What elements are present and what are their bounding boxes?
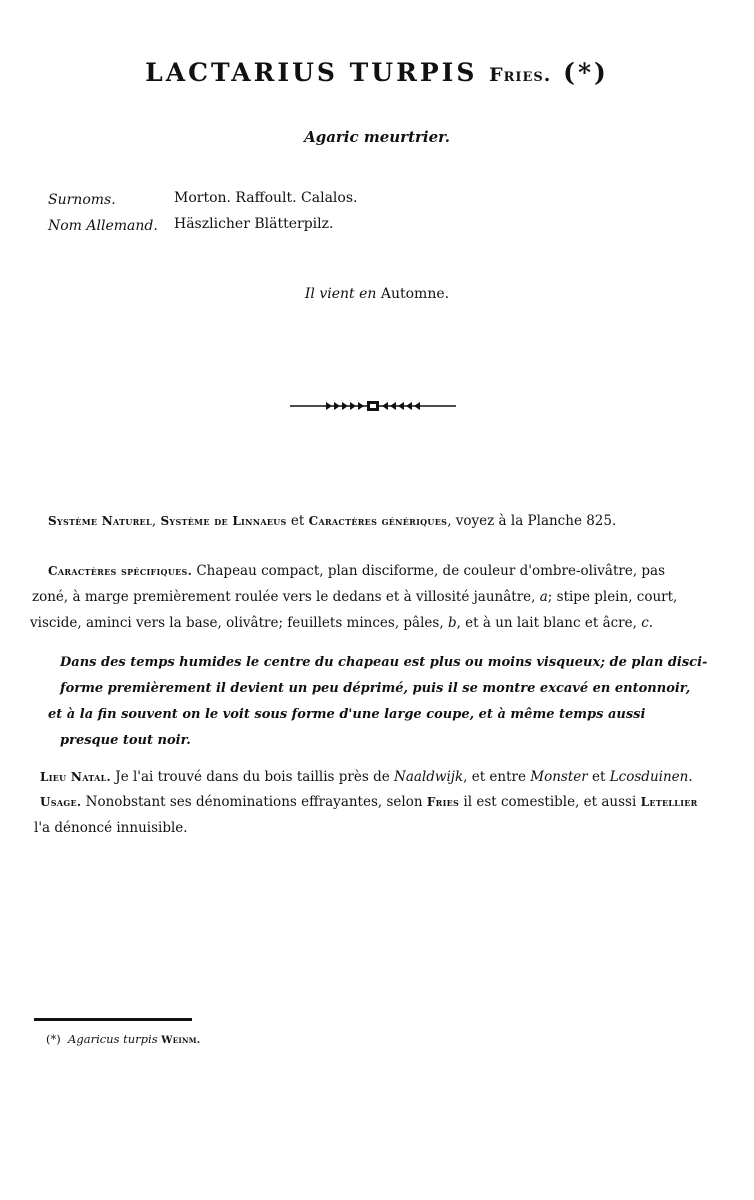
- systeme-naturel-ref: Système Naturel: [48, 514, 152, 528]
- genus-name: LACTARIUS: [145, 58, 338, 87]
- footnote-rule: [34, 1018, 192, 1021]
- author-reference: Letellier: [640, 795, 698, 809]
- systeme-paragraph: [48, 508, 616, 534]
- caracteres-paragraph: [30, 558, 698, 636]
- author-name: Fries.: [489, 64, 552, 86]
- usage-heading: Usage.: [40, 795, 82, 809]
- season-prefix: Il vient en: [304, 286, 377, 302]
- caracteres-line: , et à un lait blanc et âcre,: [456, 615, 637, 631]
- usage-text: il est comestible, et aussi: [459, 794, 641, 810]
- ornamental-rule-icon: [290, 399, 456, 413]
- footnote-text: Agaricus turpis: [68, 1032, 158, 1046]
- usage-text: Nonobstant ses dénominations effrayantes, selon: [81, 794, 427, 810]
- footnote: [46, 1032, 201, 1046]
- caracteres-heading: Caractères spécifiques.: [48, 564, 193, 578]
- caracteres-line: viscide, aminci vers la base, olivâtre; feuillets minces, pâles,: [30, 615, 444, 631]
- lieu-text: et: [587, 769, 610, 785]
- caracteres-line: zoné, à marge premièrement roulée vers le dedans et à villosité jaunâtre,: [32, 589, 536, 605]
- season-line: [0, 286, 754, 302]
- footnote-author: Weinm.: [161, 1035, 201, 1046]
- common-name: Agaric meurtrier.: [304, 128, 450, 146]
- usage-line: l'a dénoncé innuisible.: [34, 820, 188, 836]
- place-name: Naaldwijk: [394, 769, 464, 785]
- separator: ,: [151, 513, 161, 529]
- figure-mark-c: c.: [641, 615, 654, 631]
- observation-paragraph: [48, 650, 708, 754]
- observation-line: presque tout noir.: [60, 733, 191, 748]
- usage-paragraph: [34, 789, 698, 841]
- systeme-linnaeus-ref: Système de Linnaeus: [160, 514, 287, 528]
- caracteres-line: ; stipe plein, court,: [547, 589, 678, 605]
- lieu-text: , et entre: [463, 769, 531, 785]
- lieu-text: Je l'ai trouvé dans du bois taillis près de: [111, 769, 395, 785]
- species-name: TURPIS: [349, 58, 478, 87]
- caracteres-generiques-ref: Caractères génériques: [308, 514, 448, 528]
- german-name-label: Nom Allemand.: [48, 218, 158, 234]
- observation-line: forme premièrement il devient un peu déprimé, puis il se montre excavé en entonnoir,: [60, 681, 691, 696]
- lieu-natal-paragraph: [40, 764, 693, 790]
- footnote-mark: (*): [46, 1032, 61, 1046]
- lieu-natal-heading: Lieu Natal.: [40, 770, 111, 784]
- author-reference: Fries: [426, 795, 460, 809]
- figure-mark-a: a: [539, 589, 548, 605]
- conjunction: et: [286, 513, 309, 529]
- synonym-value: Morton. Raffoult. Calalos.: [174, 190, 358, 206]
- figure-mark-b: b: [447, 615, 457, 631]
- caracteres-line: Chapeau compact, plan disciforme, de couleur d'ombre-olivâtre, pas: [192, 563, 666, 579]
- observation-line: et à la fin souvent on le voit sous forme d'une large coupe, et à même temps aussi: [48, 707, 646, 722]
- place-name: Lcosduinen.: [609, 769, 693, 785]
- season-value: Automne.: [380, 286, 450, 302]
- place-name: Monster: [530, 769, 588, 785]
- footnote-mark: (*): [563, 58, 609, 87]
- german-name-value: Häszlicher Blätterpilz.: [174, 216, 334, 232]
- page-title: [0, 58, 754, 87]
- synonym-label: Surnoms.: [48, 192, 116, 208]
- observation-line: Dans des temps humides le centre du chapeau est plus ou moins visqueux; de plan disci-: [60, 655, 708, 670]
- planche-reference: , voyez à la Planche 825.: [447, 513, 617, 529]
